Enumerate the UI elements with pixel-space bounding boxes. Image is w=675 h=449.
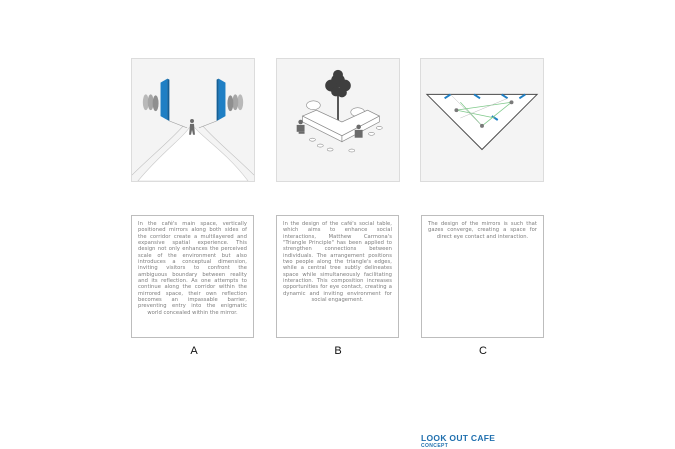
- label-b: B: [334, 345, 342, 357]
- illustration-mirrored-corridor: [131, 58, 255, 182]
- brand-subtitle: CONCEPT: [421, 443, 449, 449]
- left-reflection-figures: [143, 94, 159, 111]
- brand-title: LOOK OUT CAFE: [421, 433, 496, 443]
- illustration-mirror-plan: [420, 58, 544, 182]
- description-c: The design of the mirrors is such that gazes converge, creating a space for direct eye contact and interaction.: [421, 215, 544, 338]
- mirrored-corridor-drawing: [132, 59, 254, 181]
- mirror-plan-drawing: [421, 59, 543, 181]
- description-b: In the design of the café's social table, which aims to enhance social interactions, Matthew Carmona's "Triangle Principle" has been applied to strengthen connections between individuals. The arrangement positions two people along the triangle's edges, while a central tree subtly delineates space while simultaneously facilitating interaction. This composition increases opportunities for eye contact, creating a dynamic and inviting environment for social engagement.: [276, 215, 399, 338]
- social-table-drawing: [277, 59, 399, 181]
- right-reflection-figures: [227, 94, 243, 111]
- label-a: A: [190, 345, 198, 357]
- central-tree: [325, 70, 351, 98]
- left-mirror: [161, 79, 168, 120]
- triangle-table: [303, 110, 380, 141]
- triangle-plan: [427, 94, 537, 149]
- label-c: C: [479, 345, 487, 357]
- speech-bubble-left: [307, 101, 321, 110]
- right-mirror: [219, 79, 226, 120]
- illustration-social-table: [276, 58, 400, 182]
- description-a: In the café's main space, vertically positioned mirrors along both sides of the corridor create a multilayered and expansive spatial experience. This design not only enhances the perceived scale of the environment but also introduces a conceptual dimension, inviting visitors to confront the ambiguous boundary between reality and its reflection. As one attempts to continue along the corridor within the mirrored space, their own reflection becomes an impassable barrier, preventing entry into the enigmatic world concealed within the mirror.: [131, 215, 254, 338]
